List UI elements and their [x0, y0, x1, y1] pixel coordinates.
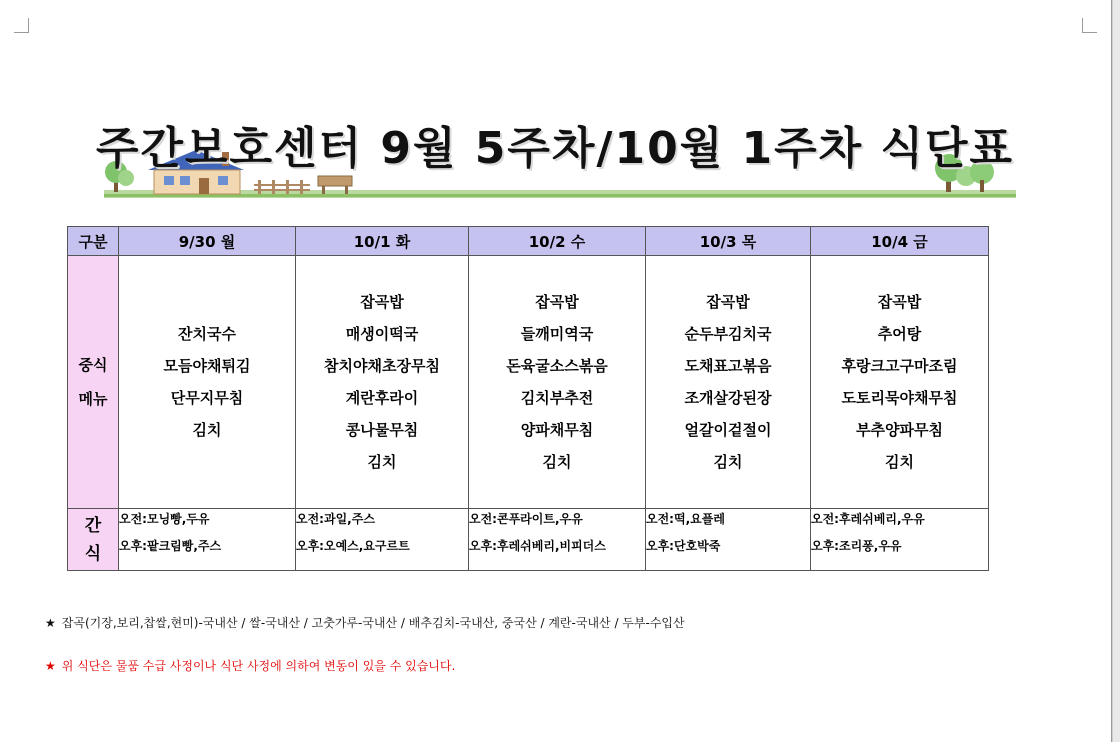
day-header-wed: 10/2 수 — [469, 227, 646, 256]
menu-item: 오후:단호박죽 — [646, 539, 721, 553]
menu-item: 김치 — [542, 453, 572, 471]
snack-cell-wed — [469, 509, 646, 571]
menu-item: 김치부추전 — [520, 389, 594, 407]
crop-mark-top-left — [14, 18, 29, 33]
menu-item: 부추양파무침 — [856, 421, 943, 439]
snack-label-line1: 간 — [84, 515, 102, 536]
menu-item: 도토리묵야채무침 — [841, 389, 958, 407]
menu-item: 계란후라이 — [345, 389, 419, 407]
lunch-label-line2: 메뉴 — [78, 390, 108, 408]
menu-item: 단무지무침 — [170, 389, 244, 407]
menu-item: 김치 — [192, 421, 222, 439]
menu-item: 모듬야채튀김 — [163, 357, 251, 375]
lunch-cell-tue — [296, 256, 469, 509]
menu-item: 잔치국수 — [178, 325, 236, 343]
day-header-tue: 10/1 화 — [296, 227, 469, 256]
lunch-label-line1: 중식 — [78, 356, 108, 374]
weekly-menu-table — [67, 226, 989, 571]
snack-row-label — [68, 509, 119, 571]
corner-header: 구분 — [68, 227, 119, 256]
origin-note — [45, 614, 685, 631]
menu-item: 잡곡밥 — [360, 293, 404, 311]
snack-cell-fri — [811, 509, 989, 571]
menu-item: 오전:떡,요플레 — [646, 512, 725, 526]
vertical-scrollbar[interactable] — [1112, 0, 1120, 742]
menu-item: 잡곡밥 — [535, 293, 579, 311]
snack-cell-thu — [646, 509, 811, 571]
snack-cell-mon — [119, 509, 296, 571]
lunch-cell-fri — [811, 256, 989, 509]
star-icon: ★ — [45, 616, 56, 630]
menu-item: 오전:모닝빵,두유 — [119, 512, 210, 526]
menu-item: 조개살강된장 — [684, 389, 772, 407]
menu-item: 잡곡밥 — [877, 293, 922, 311]
lunch-row-label — [68, 256, 119, 509]
menu-item: 오전:과일,주스 — [296, 512, 375, 526]
menu-item: 김치 — [713, 453, 743, 471]
header-row — [68, 227, 989, 256]
menu-item: 오후:오예스,요구르트 — [296, 539, 410, 553]
menu-item: 김치 — [885, 453, 914, 471]
menu-item: 오후:후레쉬베리,비피더스 — [469, 539, 606, 553]
menu-item: 후랑크고구마조림 — [841, 357, 958, 375]
day-header-fri: 10/4 금 — [811, 227, 989, 256]
menu-item: 콩나물무침 — [345, 421, 419, 439]
lunch-cell-mon — [119, 256, 296, 509]
menu-item: 도채표고볶음 — [684, 357, 772, 375]
menu-item: 오전:콘푸라이트,우유 — [469, 512, 583, 526]
grass-line — [104, 194, 1016, 197]
snack-label-line2: 식 — [84, 543, 102, 564]
menu-item: 오전:후레쉬베리,우유 — [811, 512, 925, 526]
menu-item: 순두부김치국 — [684, 325, 772, 343]
change-notice-text: 위 식단은 물품 수급 사정이나 식단 사정에 의하여 변동이 있을 수 있습니다. — [61, 659, 456, 673]
menu-item: 잡곡밥 — [706, 293, 750, 311]
star-icon: ★ — [45, 659, 56, 673]
menu-item: 추어탕 — [877, 325, 922, 343]
menu-item: 오후:조리퐁,우유 — [811, 539, 902, 553]
lunch-row — [68, 256, 989, 509]
menu-item: 오후:팥크림빵,주스 — [119, 539, 222, 553]
page-title: 주간보호센터 9월 5주차/10월 1주차 식단표 — [96, 123, 1014, 174]
menu-item: 돈육굴소스볶음 — [506, 357, 608, 375]
menu-item: 매생이떡국 — [345, 325, 419, 343]
change-notice — [45, 657, 455, 674]
snack-cell-tue — [296, 509, 469, 571]
lunch-cell-wed — [469, 256, 646, 509]
origin-note-text: 잡곡(기장,보리,찹쌀,현미)-국내산 / 쌀-국내산 / 고춧가루-국내산 / 배추김치-국내산, 중국산 / 계란-국내산 / 두부-수입산 — [61, 616, 685, 630]
lunch-cell-thu — [646, 256, 811, 509]
menu-item: 양파채무침 — [520, 421, 594, 439]
day-header-thu: 10/3 목 — [646, 227, 811, 256]
menu-item: 참치야채초장무침 — [324, 357, 440, 375]
day-header-mon: 9/30 월 — [119, 227, 296, 256]
menu-item: 김치 — [367, 453, 397, 471]
snack-row — [68, 509, 989, 571]
menu-item: 얼갈이겉절이 — [684, 421, 772, 439]
crop-mark-top-right — [1082, 18, 1097, 33]
menu-item: 들깨미역국 — [520, 325, 594, 343]
